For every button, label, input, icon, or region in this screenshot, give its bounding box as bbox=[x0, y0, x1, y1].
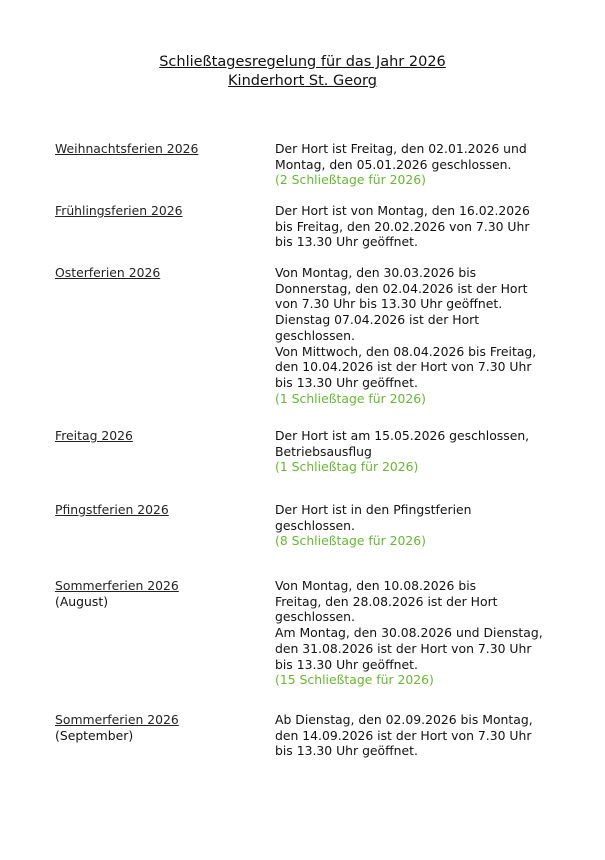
section-label bbox=[55, 203, 183, 219]
section-heading: Weihnachtsferien 2026 bbox=[55, 141, 199, 156]
description-line: Von Mittwoch, den 08.04.2026 bis Freitag, bbox=[275, 343, 537, 359]
section-description bbox=[275, 578, 585, 688]
description-line: Donnerstag, den 02.04.2026 ist der Hort bbox=[275, 280, 528, 296]
title-line-2: Kinderhort St. Georg bbox=[228, 73, 377, 89]
description-line: Am Montag, den 30.08.2026 und Dienstag, bbox=[275, 625, 543, 641]
section-description bbox=[275, 265, 585, 406]
section-heading: Freitag 2026 bbox=[55, 428, 133, 443]
description-line: Der Hort ist in den Pfingstferien bbox=[275, 502, 472, 517]
description-line: bis 13.30 Uhr geöffnet. bbox=[275, 374, 418, 390]
section-description bbox=[275, 203, 585, 250]
section-label bbox=[55, 265, 160, 281]
document-title bbox=[0, 53, 605, 91]
section-heading: Osterferien 2026 bbox=[55, 265, 161, 280]
description-line: geschlossen. bbox=[275, 609, 355, 625]
description-line: bis 13.30 Uhr geöffnet. bbox=[275, 656, 418, 672]
section-label bbox=[55, 502, 169, 518]
description-line: den 10.04.2026 ist der Hort von 7.30 Uhr bbox=[275, 359, 532, 375]
description-line: geschlossen. bbox=[275, 327, 355, 343]
section-subheading: (September) bbox=[55, 728, 134, 743]
description-line: Dienstag 07.04.2026 ist der Hort bbox=[275, 312, 480, 328]
description-line: geschlossen. bbox=[275, 517, 355, 533]
description-line: Von Montag, den 10.08.2026 bis bbox=[275, 578, 477, 593]
section-heading: Sommerferien 2026 bbox=[55, 578, 179, 593]
section-heading: Sommerferien 2026 bbox=[55, 712, 179, 727]
description-line: Montag, den 05.01.2026 geschlossen. bbox=[275, 156, 512, 172]
section-label bbox=[55, 428, 133, 444]
description-line: Freitag, den 28.08.2026 ist der Hort bbox=[275, 593, 498, 609]
closure-days-note: (2 Schließtage für 2026) bbox=[275, 172, 426, 188]
section-description bbox=[275, 428, 585, 475]
closure-days-note: (1 Schließtage für 2026) bbox=[275, 390, 426, 406]
description-line: von 7.30 Uhr bis 13.30 Uhr geöffnet. bbox=[275, 296, 503, 312]
description-line: bis 13.30 Uhr geöffnet. bbox=[275, 743, 418, 759]
description-line: Von Montag, den 30.03.2026 bis bbox=[275, 265, 477, 280]
closure-days-note: (1 Schließtag für 2026) bbox=[275, 459, 419, 475]
section-description bbox=[275, 502, 585, 549]
description-line: Ab Dienstag, den 02.09.2026 bis Montag, bbox=[275, 712, 533, 727]
description-line: Der Hort ist am 15.05.2026 geschlossen, bbox=[275, 428, 530, 443]
section-label bbox=[55, 141, 198, 157]
section-description bbox=[275, 712, 585, 759]
description-line: den 31.08.2026 ist der Hort von 7.30 Uhr bbox=[275, 640, 532, 656]
description-line: Betriebsausflug bbox=[275, 443, 372, 459]
section-description bbox=[275, 141, 585, 188]
closure-days-note: (15 Schließtage für 2026) bbox=[275, 672, 434, 688]
description-line: Der Hort ist Freitag, den 02.01.2026 und bbox=[275, 141, 527, 156]
section-label bbox=[55, 578, 179, 610]
description-line: den 14.09.2026 ist der Hort von 7.30 Uhr bbox=[275, 727, 532, 743]
description-line: bis 13.30 Uhr geöffnet. bbox=[275, 234, 418, 250]
description-line: Der Hort ist von Montag, den 16.02.2026 bbox=[275, 203, 530, 218]
description-line: bis Freitag, den 20.02.2026 von 7.30 Uhr bbox=[275, 218, 530, 234]
section-subheading: (August) bbox=[55, 594, 109, 609]
closure-days-note: (8 Schließtage für 2026) bbox=[275, 533, 426, 549]
section-heading: Pfingstferien 2026 bbox=[55, 502, 169, 517]
section-label bbox=[55, 712, 179, 744]
title-line-1: Schließtagesregelung für das Jahr 2026 bbox=[159, 54, 446, 70]
section-heading: Frühlingsferien 2026 bbox=[55, 203, 183, 218]
